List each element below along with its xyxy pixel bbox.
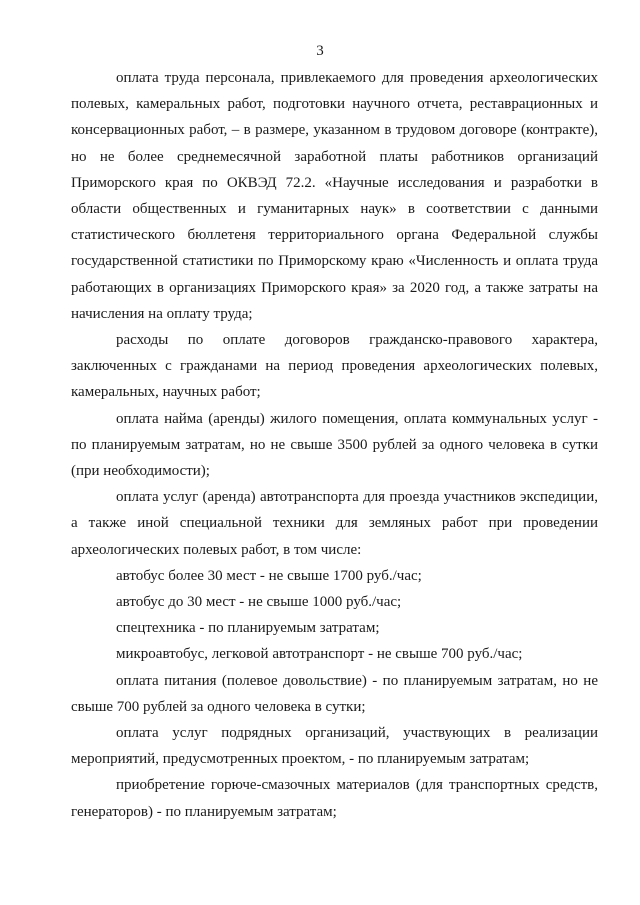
paragraph-housing-rent: оплата найма (аренды) жилого помещения, оплата коммунальных услуг - по планируемым затратам, но не свыше 3500 рублей за одного человека в сутки (при необходимости); bbox=[71, 410, 598, 480]
list-item-bus-large: автобус более 30 мест - не свыше 1700 руб./час; bbox=[116, 567, 422, 584]
paragraph-staff-pay: оплата труда персонала, привлекаемого для проведения археологических полевых, камеральных работ, подготовки научного отчета, реставрационных и консервационных работ, – в размере, указанном в трудовом договоре (контракте), но не более среднемесячной заработной платы работников организаций Приморского края по ОКВЭД 72.2. «Научные исследования и разработки в области общественных и гуманитарных наук» в соответствии с данными статистического бюллетеня территориального органа Федеральной службы государственной статистики по Приморскому краю «Численность и оплата труда работающих в организациях Приморского края» за 2020 год, а также затраты на начисления на оплату труда; bbox=[71, 70, 598, 322]
page-number: 3 bbox=[316, 43, 324, 59]
list-item-special-equipment: спецтехника - по планируемым затратам; bbox=[116, 620, 380, 637]
document-body bbox=[71, 65, 598, 825]
paragraph-fuel: приобретение горюче-смазочных материалов (для транспортных средств, генераторов) - по планируемым затратам; bbox=[71, 777, 598, 820]
paragraph-civil-contracts: расходы по оплате договоров гражданско-правового характера, заключенных с гражданами на период проведения археологических полевых, камеральных, научных работ; bbox=[71, 332, 598, 401]
list-item-minibus: микроавтобус, легковой автотранспорт - не свыше 700 руб./час; bbox=[116, 646, 523, 663]
paragraph-contractors: оплата услуг подрядных организаций, участвующих в реализации мероприятий, предусмотренных проектом, - по планируемым затратам; bbox=[71, 725, 598, 768]
list-item-bus-small: автобус до 30 мест - не свыше 1000 руб./час; bbox=[116, 594, 402, 611]
paragraph-meals: оплата питания (полевое довольствие) - по планируемым затратам, но не свыше 700 рублей за одного человека в сутки; bbox=[71, 672, 598, 715]
paragraph-transport-rent: оплата услуг (аренда) автотранспорта для проезда участников экспедиции, а также иной специальной техники для земляных работ при проведении археологических полевых работ, в том числе: bbox=[71, 489, 598, 558]
